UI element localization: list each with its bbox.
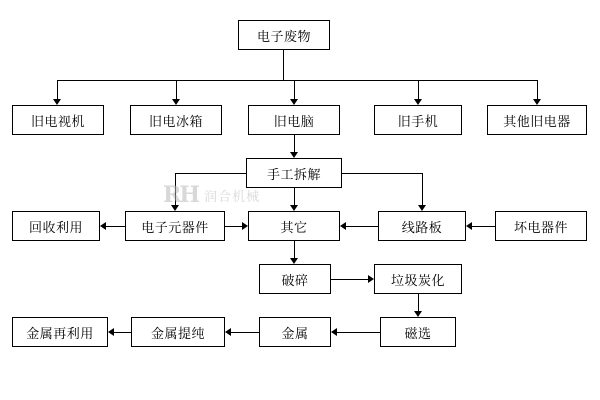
connector-drop-tv xyxy=(57,80,58,99)
connector-components-recycle xyxy=(106,226,125,227)
connector-circuit-other xyxy=(346,226,378,227)
arrow-to-metal-refine xyxy=(225,328,231,336)
connector-manual-right xyxy=(342,173,422,174)
node-metal-reuse[interactable]: 金属再利用 xyxy=(12,317,108,347)
connector-crush-carbonize xyxy=(331,279,368,280)
node-old-computer[interactable]: 旧电脑 xyxy=(248,105,340,135)
node-old-tv[interactable]: 旧电视机 xyxy=(12,105,104,135)
connector-computer-manual xyxy=(294,135,295,152)
connector-refine-reuse xyxy=(114,332,131,333)
connector-manual-left xyxy=(175,173,246,174)
node-electronic-components[interactable]: 电子元器件 xyxy=(125,211,225,241)
node-magnetic-separation[interactable]: 磁选 xyxy=(380,317,456,347)
node-broken-appliance[interactable]: 坏电器件 xyxy=(495,211,587,241)
node-manual-disassembly[interactable]: 手工拆解 xyxy=(246,158,342,188)
connector-ewaste-down xyxy=(283,50,284,80)
node-circuit-board[interactable]: 线路板 xyxy=(378,211,466,241)
connector-bus-top xyxy=(57,80,538,81)
watermark-logo-icon: RH xyxy=(163,182,199,208)
node-other[interactable]: 其它 xyxy=(248,211,340,241)
arrow-to-metal-reuse xyxy=(108,328,114,336)
node-other-old-appliance[interactable]: 其他旧电器 xyxy=(487,105,587,135)
arrow-circuit-to-other xyxy=(340,222,346,230)
node-garbage-carbonization[interactable]: 垃圾炭化 xyxy=(374,264,462,294)
connector-drop-computer xyxy=(294,80,295,99)
arrow-to-circuit-left xyxy=(466,222,472,230)
node-crush[interactable]: 破碎 xyxy=(259,264,331,294)
connector-magnetic-metal xyxy=(337,332,380,333)
connector-drop-other-old xyxy=(537,80,538,99)
connector-manual-right-down xyxy=(422,173,423,205)
connector-other-crush xyxy=(294,241,295,258)
node-old-fridge[interactable]: 旧电冰箱 xyxy=(130,105,222,135)
connector-manual-left-down xyxy=(175,173,176,205)
node-metal-refining[interactable]: 金属提纯 xyxy=(131,317,225,347)
connector-drop-fridge xyxy=(176,80,177,99)
connector-carbonize-magnetic xyxy=(418,294,419,311)
connector-components-other xyxy=(225,226,242,227)
connector-broken-circuit xyxy=(472,226,495,227)
connector-drop-phone xyxy=(418,80,419,99)
arrow-to-metal xyxy=(331,328,337,336)
node-ewaste[interactable]: 电子废物 xyxy=(238,20,330,50)
connector-metal-refine xyxy=(231,332,259,333)
node-metal[interactable]: 金属 xyxy=(259,317,331,347)
node-old-phone[interactable]: 旧手机 xyxy=(374,105,462,135)
arrow-to-recycle xyxy=(100,222,106,230)
watermark-text: 润合机械 xyxy=(204,189,261,205)
connector-manual-other xyxy=(294,188,295,205)
node-recycle-use[interactable]: 回收利用 xyxy=(12,211,100,241)
